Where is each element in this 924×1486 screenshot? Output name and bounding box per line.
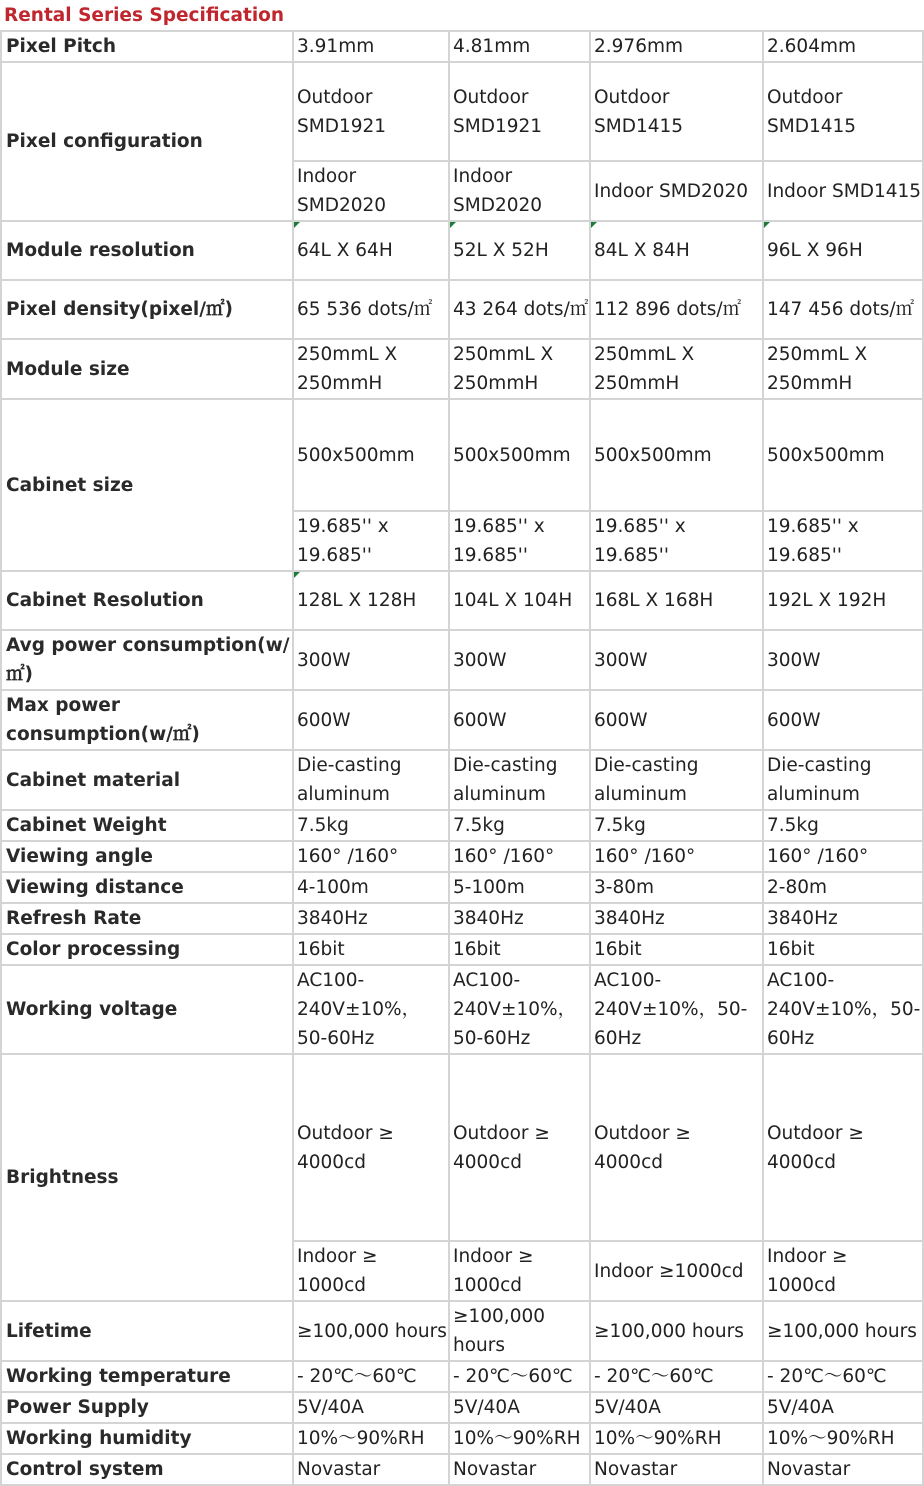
row-module-size xyxy=(1,339,923,399)
cell: 300W xyxy=(293,630,449,690)
row-label: Viewing distance xyxy=(1,872,293,903)
cell: Indoor ≥ 1000cd xyxy=(763,1241,923,1301)
cell: 5-100m xyxy=(449,872,590,903)
row-cabinet-resolution xyxy=(1,571,923,630)
cell: 3.91mm xyxy=(293,31,449,62)
row-avg-power xyxy=(1,630,923,690)
cell: 10%～90%RH xyxy=(590,1423,763,1454)
cell: 160° /160° xyxy=(763,841,923,872)
cell: 4.81mm xyxy=(449,31,590,62)
row-label: Pixel Pitch xyxy=(1,31,293,62)
cell: Outdoor SMD1921 xyxy=(293,62,449,161)
row-label: Working voltage xyxy=(1,965,293,1054)
cell: - 20℃～60℃ xyxy=(449,1361,590,1392)
cell: AC100-240V±10%，50-60Hz xyxy=(449,965,590,1054)
cell: ≥100,000 hours xyxy=(293,1301,449,1361)
row-cabinet-material xyxy=(1,750,923,810)
row-control-system xyxy=(1,1454,923,1485)
cell: 19.685'' x 19.685'' xyxy=(590,511,763,571)
cell: Novastar xyxy=(590,1454,763,1485)
cell: 300W xyxy=(449,630,590,690)
cell: Die-casting aluminum xyxy=(449,750,590,810)
cell: 10%～90%RH xyxy=(763,1423,923,1454)
cell: 128L X 128H xyxy=(293,571,449,630)
cell: 16bit xyxy=(449,934,590,965)
row-working-humidity xyxy=(1,1423,923,1454)
cell: Outdoor ≥ 4000cd xyxy=(590,1054,763,1241)
row-brightness xyxy=(1,1054,923,1241)
cell: 4-100m xyxy=(293,872,449,903)
row-label: Module size xyxy=(1,339,293,399)
row-viewing-distance xyxy=(1,872,923,903)
row-label: Cabinet Weight xyxy=(1,810,293,841)
cell: Indoor ≥ 1000cd xyxy=(449,1241,590,1301)
cell: Indoor SMD2020 xyxy=(449,161,590,221)
cell: 160° /160° xyxy=(293,841,449,872)
cell: 16bit xyxy=(590,934,763,965)
cell: 300W xyxy=(590,630,763,690)
cell: 10%～90%RH xyxy=(293,1423,449,1454)
cell: 192L X 192H xyxy=(763,571,923,630)
cell: - 20℃～60℃ xyxy=(763,1361,923,1392)
row-module-resolution xyxy=(1,221,923,280)
row-refresh-rate xyxy=(1,903,923,934)
cell: 250mmL X 250mmH xyxy=(763,339,923,399)
cell: 10%～90%RH xyxy=(449,1423,590,1454)
cell: 600W xyxy=(293,690,449,750)
cell: Indoor SMD2020 xyxy=(590,161,763,221)
cell: - 20℃～60℃ xyxy=(590,1361,763,1392)
cell: AC100-240V±10%，50-60Hz xyxy=(590,965,763,1054)
cell: Indoor SMD2020 xyxy=(293,161,449,221)
cell: Indoor SMD1415 xyxy=(763,161,923,221)
cell: 64L X 64H xyxy=(293,221,449,280)
cell: 500x500mm xyxy=(449,399,590,511)
cell: 500x500mm xyxy=(590,399,763,511)
cell: 16bit xyxy=(763,934,923,965)
cell: 160° /160° xyxy=(449,841,590,872)
cell: 96L X 96H xyxy=(763,221,923,280)
row-cabinet-weight xyxy=(1,810,923,841)
cell: 7.5kg xyxy=(449,810,590,841)
cell: 600W xyxy=(449,690,590,750)
row-working-voltage xyxy=(1,965,923,1054)
cell: 3840Hz xyxy=(590,903,763,934)
row-color-processing xyxy=(1,934,923,965)
cell: 250mmL X 250mmH xyxy=(293,339,449,399)
cell: 168L X 168H xyxy=(590,571,763,630)
cell: 52L X 52H xyxy=(449,221,590,280)
cell: 600W xyxy=(590,690,763,750)
cell: 7.5kg xyxy=(590,810,763,841)
row-label: Cabinet Resolution xyxy=(1,571,293,630)
cell: 16bit xyxy=(293,934,449,965)
row-pixel-configuration xyxy=(1,62,923,161)
row-working-temperature xyxy=(1,1361,923,1392)
cell: Novastar xyxy=(449,1454,590,1485)
row-label: Pixel configuration xyxy=(1,62,293,221)
cell: Outdoor SMD1415 xyxy=(590,62,763,161)
cell: 3-80m xyxy=(590,872,763,903)
cell: 19.685'' x 19.685'' xyxy=(763,511,923,571)
cell: 500x500mm xyxy=(293,399,449,511)
cell: Die-casting aluminum xyxy=(293,750,449,810)
cell: 300W xyxy=(763,630,923,690)
row-power-supply xyxy=(1,1392,923,1423)
cell: ≥100,000 hours xyxy=(763,1301,923,1361)
row-label: Viewing angle xyxy=(1,841,293,872)
cell: 2.604mm xyxy=(763,31,923,62)
row-label: Refresh Rate xyxy=(1,903,293,934)
cell: 104L X 104H xyxy=(449,571,590,630)
cell: Outdoor SMD1415 xyxy=(763,62,923,161)
row-label: Power Supply xyxy=(1,1392,293,1423)
cell: ≥100,000 hours xyxy=(590,1301,763,1361)
row-label: Module resolution xyxy=(1,221,293,280)
cell: Die-casting aluminum xyxy=(590,750,763,810)
cell: 43 264 dots/㎡ xyxy=(449,280,590,339)
row-label: Pixel density(pixel/㎡) xyxy=(1,280,293,339)
row-lifetime xyxy=(1,1301,923,1361)
cell: 500x500mm xyxy=(763,399,923,511)
cell: 2.976mm xyxy=(590,31,763,62)
cell: Novastar xyxy=(293,1454,449,1485)
cell: Indoor ≥ 1000cd xyxy=(293,1241,449,1301)
cell: 600W xyxy=(763,690,923,750)
cell: 5V/40A xyxy=(590,1392,763,1423)
cell: 7.5kg xyxy=(293,810,449,841)
cell: 7.5kg xyxy=(763,810,923,841)
cell: - 20℃～60℃ xyxy=(293,1361,449,1392)
row-label: Brightness xyxy=(1,1054,293,1301)
cell: 3840Hz xyxy=(449,903,590,934)
row-label: Cabinet size xyxy=(1,399,293,571)
row-label: Working humidity xyxy=(1,1423,293,1454)
cell: 250mmL X 250mmH xyxy=(590,339,763,399)
row-cabinet-size xyxy=(1,399,923,511)
cell: ≥100,000 hours xyxy=(449,1301,590,1361)
cell: 112 896 dots/㎡ xyxy=(590,280,763,339)
row-viewing-angle xyxy=(1,841,923,872)
cell: 19.685'' x 19.685'' xyxy=(293,511,449,571)
row-label: Max power consumption(w/㎡) xyxy=(1,690,293,750)
cell: 65 536 dots/㎡ xyxy=(293,280,449,339)
cell: Outdoor ≥ 4000cd xyxy=(763,1054,923,1241)
row-pixel-pitch xyxy=(1,31,923,62)
cell: 3840Hz xyxy=(763,903,923,934)
row-label: Working temperature xyxy=(1,1361,293,1392)
cell: 2-80m xyxy=(763,872,923,903)
cell: AC100-240V±10%，50-60Hz xyxy=(293,965,449,1054)
cell: Indoor ≥1000cd xyxy=(590,1241,763,1301)
cell: 5V/40A xyxy=(449,1392,590,1423)
cell: 250mmL X 250mmH xyxy=(449,339,590,399)
row-label: Control system xyxy=(1,1454,293,1485)
cell: AC100-240V±10%，50-60Hz xyxy=(763,965,923,1054)
cell: Novastar xyxy=(763,1454,923,1485)
spec-table xyxy=(0,30,924,1486)
row-label: Cabinet material xyxy=(1,750,293,810)
cell: 3840Hz xyxy=(293,903,449,934)
cell: 5V/40A xyxy=(763,1392,923,1423)
row-pixel-density xyxy=(1,280,923,339)
cell: Outdoor ≥ 4000cd xyxy=(293,1054,449,1241)
cell: 147 456 dots/㎡ xyxy=(763,280,923,339)
row-max-power xyxy=(1,690,923,750)
cell: Outdoor ≥ 4000cd xyxy=(449,1054,590,1241)
cell: Die-casting aluminum xyxy=(763,750,923,810)
cell: 160° /160° xyxy=(590,841,763,872)
cell: 19.685'' x 19.685'' xyxy=(449,511,590,571)
cell: 84L X 84H xyxy=(590,221,763,280)
row-label: Color processing xyxy=(1,934,293,965)
page-title: Rental Series Specification xyxy=(4,5,285,26)
row-label: Avg power consumption(w/㎡) xyxy=(1,630,293,690)
cell: 5V/40A xyxy=(293,1392,449,1423)
cell: Outdoor SMD1921 xyxy=(449,62,590,161)
row-label: Lifetime xyxy=(1,1301,293,1361)
